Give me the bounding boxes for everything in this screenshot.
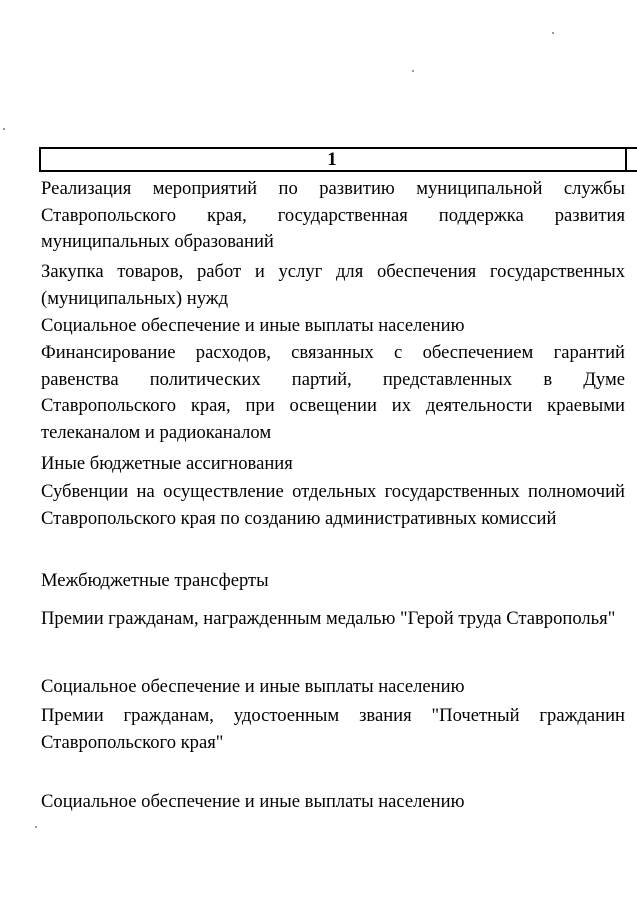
scan-speck [412, 70, 414, 72]
scan-speck [35, 826, 37, 828]
table-row: Субвенции на осуществление отдельных государственных полномочий Ставропольского края по созданию административных комиссий [41, 481, 625, 529]
table-row: Социальное обеспечение и иные выплаты населению [41, 676, 465, 697]
table-column-divider [625, 147, 627, 172]
scan-speck [552, 32, 554, 34]
table-row: Премии гражданам, награжденным медалью "Герой труда Ставрополья" [41, 608, 616, 629]
scan-speck [3, 128, 5, 130]
table-row: Реализация мероприятий по развитию муниципальной службы Ставропольского края, государственная поддержка развития муниципальных образований [41, 178, 625, 252]
table-row: Межбюджетные трансферты [41, 570, 269, 591]
table-row: Финансирование расходов, связанных с обеспечением гарантий равенства политических партий, представленных в Думе Ставропольского края, при освещении их деятельности краевыми телеканалом и радиоканалом [41, 342, 625, 443]
table-row: Премии гражданам, удостоенным звания "Почетный гражданин Ставропольского края" [41, 705, 625, 753]
table-row: Социальное обеспечение и иные выплаты населению [41, 315, 465, 336]
table-row: Социальное обеспечение и иные выплаты населению [41, 791, 465, 812]
table-row: Закупка товаров, работ и услуг для обеспечения государственных (муниципальных) нужд [41, 261, 625, 309]
table-row: Иные бюджетные ассигнования [41, 453, 293, 474]
column-number: 1 [327, 149, 337, 170]
